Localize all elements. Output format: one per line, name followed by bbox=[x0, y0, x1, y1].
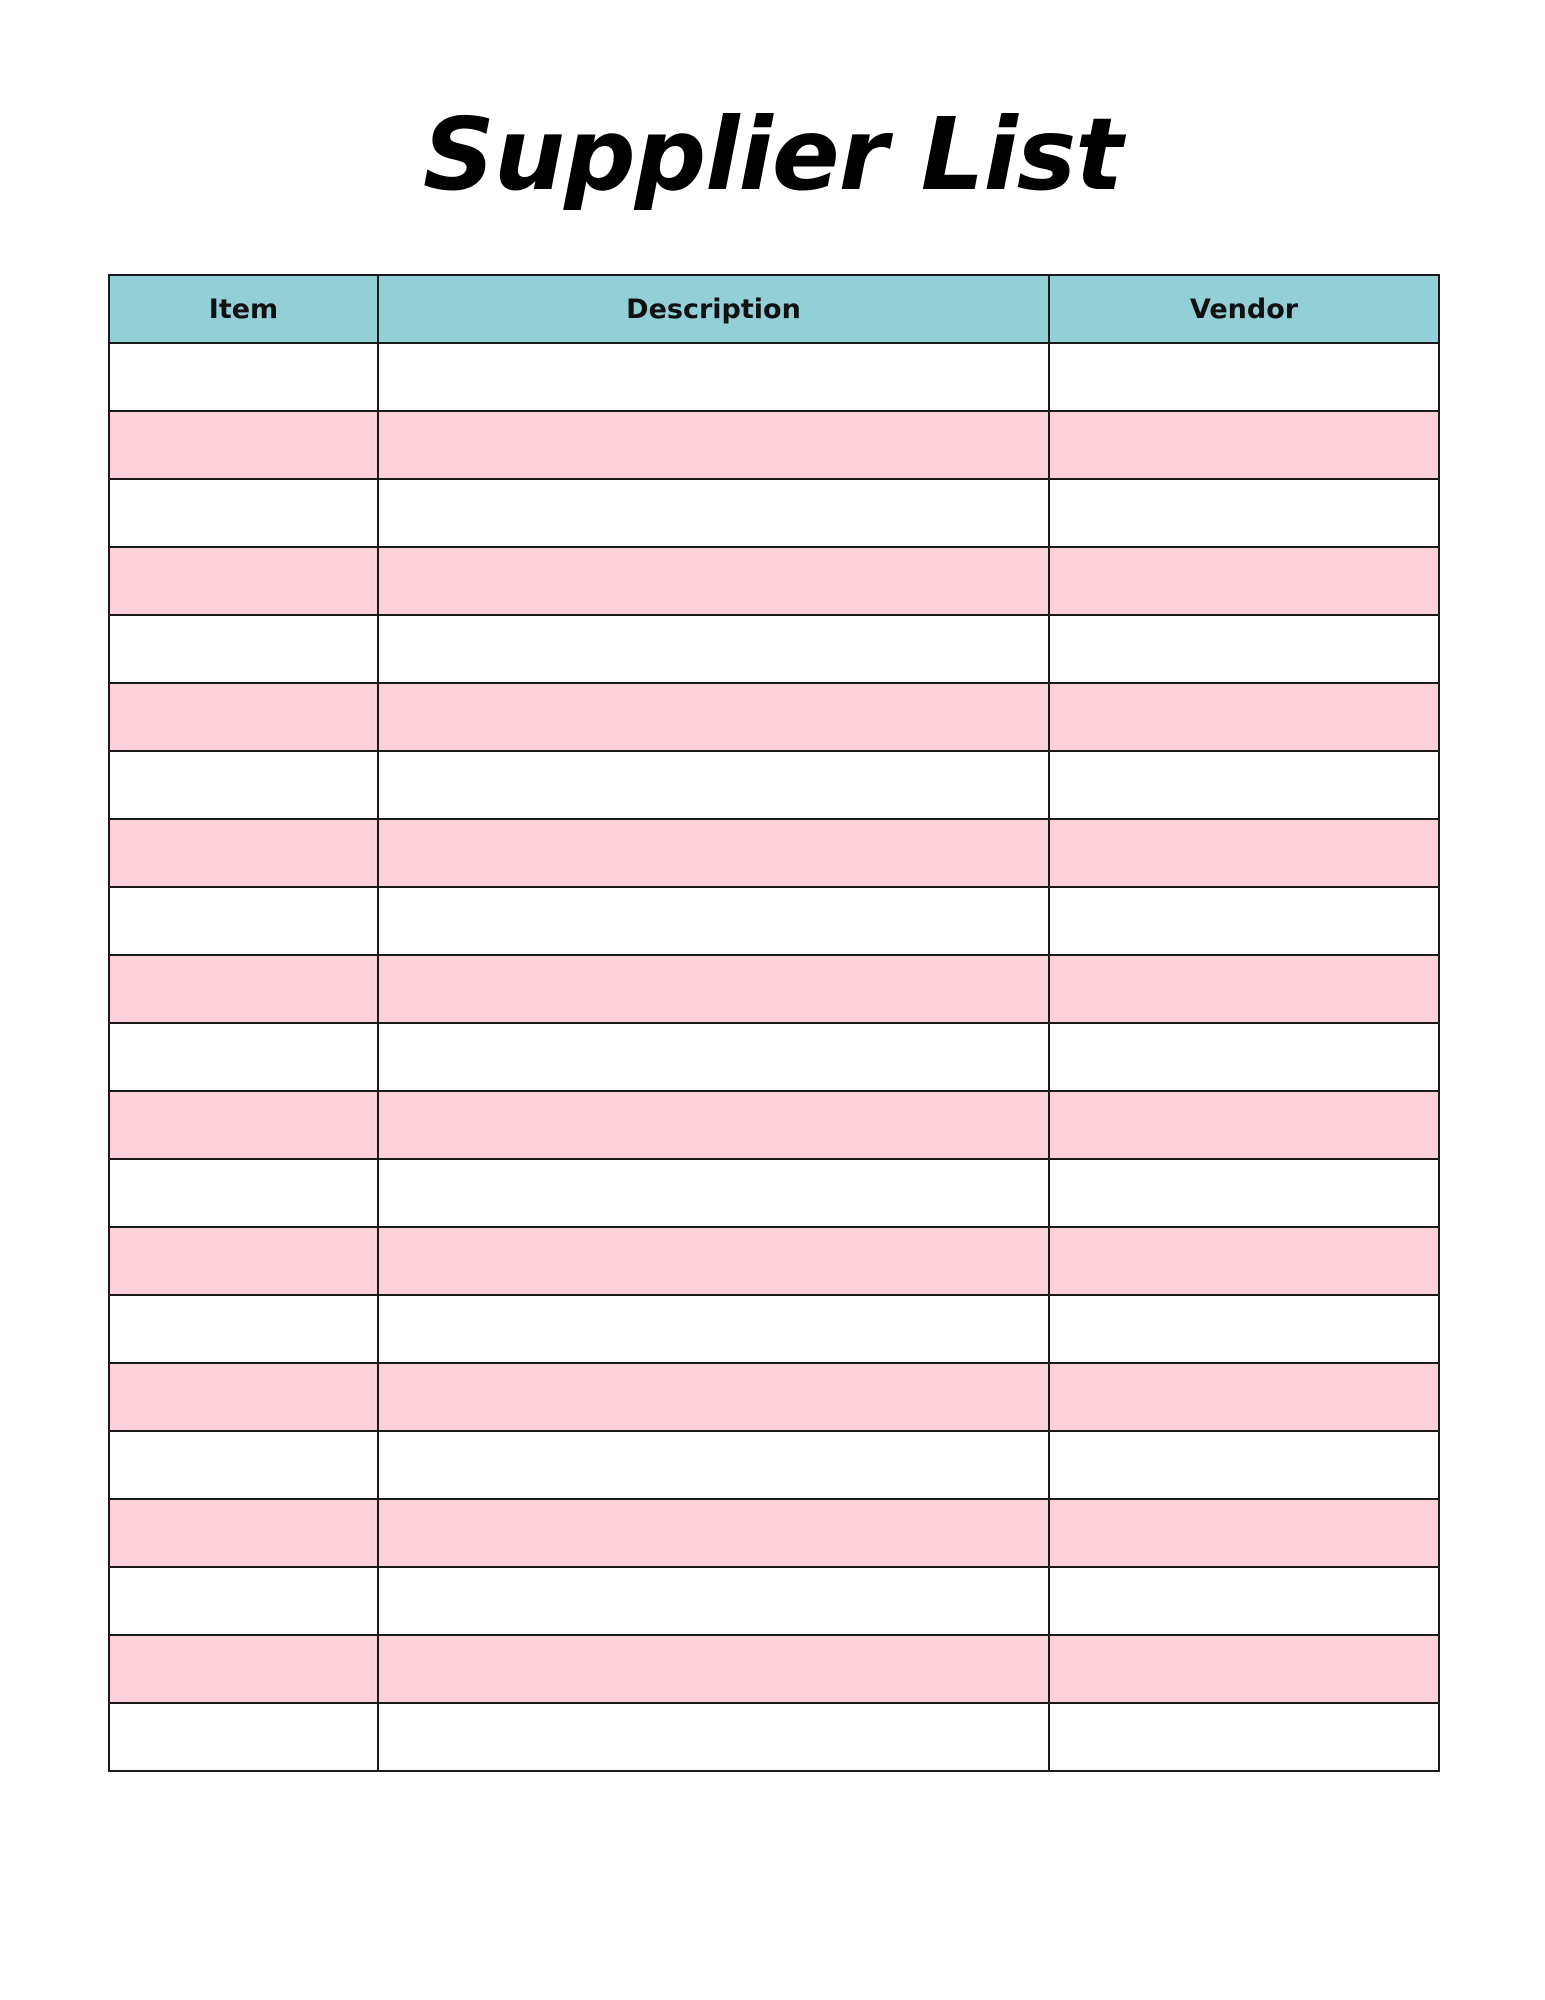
table-row bbox=[109, 887, 1439, 955]
item-cell[interactable] bbox=[109, 1635, 378, 1703]
item-cell[interactable] bbox=[109, 1091, 378, 1159]
item-cell[interactable] bbox=[109, 411, 378, 479]
column-header-vendor: Vendor bbox=[1049, 275, 1439, 343]
item-cell[interactable] bbox=[109, 887, 378, 955]
description-cell[interactable] bbox=[378, 411, 1049, 479]
description-cell[interactable] bbox=[378, 683, 1049, 751]
description-cell[interactable] bbox=[378, 1431, 1049, 1499]
vendor-cell[interactable] bbox=[1049, 615, 1439, 683]
description-cell[interactable] bbox=[378, 1703, 1049, 1771]
table-row bbox=[109, 479, 1439, 547]
description-cell[interactable] bbox=[378, 819, 1049, 887]
item-cell[interactable] bbox=[109, 1703, 378, 1771]
table-row bbox=[109, 547, 1439, 615]
vendor-cell[interactable] bbox=[1049, 1567, 1439, 1635]
vendor-cell[interactable] bbox=[1049, 1227, 1439, 1295]
table-row bbox=[109, 1023, 1439, 1091]
vendor-cell[interactable] bbox=[1049, 1703, 1439, 1771]
table-row bbox=[109, 751, 1439, 819]
description-cell[interactable] bbox=[378, 1499, 1049, 1567]
description-cell[interactable] bbox=[378, 955, 1049, 1023]
item-cell[interactable] bbox=[109, 819, 378, 887]
vendor-cell[interactable] bbox=[1049, 411, 1439, 479]
description-cell[interactable] bbox=[378, 1635, 1049, 1703]
vendor-cell[interactable] bbox=[1049, 1295, 1439, 1363]
table-header-row bbox=[109, 275, 1439, 343]
vendor-cell[interactable] bbox=[1049, 1023, 1439, 1091]
table-row bbox=[109, 1567, 1439, 1635]
vendor-cell[interactable] bbox=[1049, 887, 1439, 955]
vendor-cell[interactable] bbox=[1049, 1499, 1439, 1567]
table-row bbox=[109, 683, 1439, 751]
column-header-description: Description bbox=[378, 275, 1049, 343]
description-cell[interactable] bbox=[378, 343, 1049, 411]
description-cell[interactable] bbox=[378, 1091, 1049, 1159]
item-cell[interactable] bbox=[109, 343, 378, 411]
description-cell[interactable] bbox=[378, 615, 1049, 683]
table-row bbox=[109, 1635, 1439, 1703]
item-cell[interactable] bbox=[109, 1159, 378, 1227]
supplier-table bbox=[108, 274, 1440, 1772]
vendor-cell[interactable] bbox=[1049, 1091, 1439, 1159]
page-title: Supplier List bbox=[422, 96, 1123, 213]
item-cell[interactable] bbox=[109, 1227, 378, 1295]
table-row bbox=[109, 1227, 1439, 1295]
item-cell[interactable] bbox=[109, 1431, 378, 1499]
vendor-cell[interactable] bbox=[1049, 955, 1439, 1023]
vendor-cell[interactable] bbox=[1049, 1159, 1439, 1227]
vendor-cell[interactable] bbox=[1049, 1635, 1439, 1703]
table-row bbox=[109, 955, 1439, 1023]
table-body bbox=[109, 343, 1439, 1771]
vendor-cell[interactable] bbox=[1049, 479, 1439, 547]
vendor-cell[interactable] bbox=[1049, 547, 1439, 615]
table-row bbox=[109, 1499, 1439, 1567]
description-cell[interactable] bbox=[378, 887, 1049, 955]
description-cell[interactable] bbox=[378, 1363, 1049, 1431]
item-cell[interactable] bbox=[109, 955, 378, 1023]
vendor-cell[interactable] bbox=[1049, 683, 1439, 751]
table-row bbox=[109, 343, 1439, 411]
description-cell[interactable] bbox=[378, 1227, 1049, 1295]
table-row bbox=[109, 411, 1439, 479]
description-cell[interactable] bbox=[378, 1023, 1049, 1091]
item-cell[interactable] bbox=[109, 751, 378, 819]
description-cell[interactable] bbox=[378, 547, 1049, 615]
item-cell[interactable] bbox=[109, 547, 378, 615]
vendor-cell[interactable] bbox=[1049, 1431, 1439, 1499]
table-row bbox=[109, 1091, 1439, 1159]
vendor-cell[interactable] bbox=[1049, 819, 1439, 887]
table-row bbox=[109, 1159, 1439, 1227]
item-cell[interactable] bbox=[109, 479, 378, 547]
vendor-cell[interactable] bbox=[1049, 1363, 1439, 1431]
column-header-item: Item bbox=[109, 275, 378, 343]
item-cell[interactable] bbox=[109, 615, 378, 683]
table-row bbox=[109, 615, 1439, 683]
item-cell[interactable] bbox=[109, 1567, 378, 1635]
item-cell[interactable] bbox=[109, 1499, 378, 1567]
description-cell[interactable] bbox=[378, 479, 1049, 547]
vendor-cell[interactable] bbox=[1049, 343, 1439, 411]
vendor-cell[interactable] bbox=[1049, 751, 1439, 819]
description-cell[interactable] bbox=[378, 1567, 1049, 1635]
item-cell[interactable] bbox=[109, 683, 378, 751]
item-cell[interactable] bbox=[109, 1023, 378, 1091]
table-row bbox=[109, 1431, 1439, 1499]
table-row bbox=[109, 1295, 1439, 1363]
item-cell[interactable] bbox=[109, 1295, 378, 1363]
table-row bbox=[109, 819, 1439, 887]
item-cell[interactable] bbox=[109, 1363, 378, 1431]
description-cell[interactable] bbox=[378, 1159, 1049, 1227]
description-cell[interactable] bbox=[378, 751, 1049, 819]
description-cell[interactable] bbox=[378, 1295, 1049, 1363]
table-row bbox=[109, 1703, 1439, 1771]
table-row bbox=[109, 1363, 1439, 1431]
